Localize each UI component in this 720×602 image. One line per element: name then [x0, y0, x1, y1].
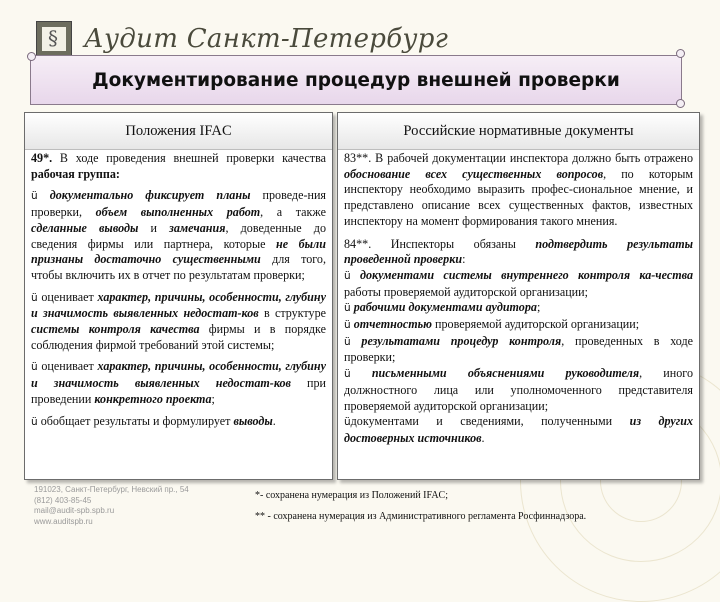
banner-pin-icon	[676, 99, 685, 108]
russian-regulations-panel	[337, 112, 700, 480]
russian-regulations-body	[344, 151, 693, 447]
ifac-item-evaluate-system: ü оценивает характер, причины, особенности, глубину и значимость выявленных недостат-ков в структуре системы контроля качества фирмы и в порядке соблюдения фирмой требований этой системы;	[31, 289, 326, 352]
checkmark-icon: ü	[31, 361, 38, 374]
checkmark-icon: ü	[344, 368, 351, 381]
footnote-rosfinnadzor: ** - сохранена нумерация из Административного регламента Росфиннадзора.	[255, 511, 587, 522]
page-title: Документирование процедур внешней проверки	[92, 69, 620, 91]
title-banner	[30, 55, 682, 105]
ifac-paragraph-49: 49*. В ходе проведения внешней проверки качества рабочая группа:	[31, 151, 326, 181]
logo-mark: §	[48, 26, 58, 50]
footnotes	[255, 490, 586, 532]
ifac-panel-heading: Положения IFAC	[25, 113, 332, 150]
checkmark-icon: ü	[344, 302, 351, 315]
regulation-paragraph-84: 84**. Инспекторы обязаны подтвердить результаты проведенной проверки: ü документами системы внутреннего контроля ка-чества работы проверяемой аудиторской организации; ü рабочими документами аудитора; ü отчетностью проверяемой аудиторской организации; ü результатами процедур контроля, проведенных в ходе проверки; ü письменными объяснениями руководителя, иного должностного лица или уполномоченного представителя проверяемой аудиторской организации; üдокументами и сведениями, полученными из других достоверных источников.	[344, 236, 693, 445]
checkmark-icon: ü	[31, 415, 38, 428]
checkmark-icon: ü	[344, 335, 351, 348]
company-logo-icon	[36, 21, 72, 57]
checkmark-icon: ü	[31, 190, 38, 203]
footnote-ifac: *- сохранена нумерация из Положений IFAC;	[255, 490, 448, 501]
checkmark-icon: ü	[344, 416, 351, 429]
banner-pin-icon	[676, 49, 685, 58]
address-website-link[interactable]: www.auditspb.ru	[34, 516, 93, 526]
address-email-link[interactable]: mail@audit-spb.spb.ru	[34, 506, 115, 515]
address-street: 191023, Санкт-Петербург, Невский пр., 54	[34, 485, 189, 494]
checkmark-icon: ü	[31, 291, 38, 304]
banner-pin-icon	[27, 52, 36, 61]
ifac-panel	[24, 112, 333, 480]
company-address	[34, 485, 189, 527]
checkmark-icon: ü	[344, 269, 351, 282]
ifac-panel-body	[31, 151, 326, 436]
ifac-item-document: ü документально фиксирует планы проведе-ния проверки, объем выполненных работ, а также сделанные выводы и замечания, доведенные до сведения фирмы или партнера, которые не были признаны достаточно существенными для того, чтобы включить их в отчет по результатам проверки;	[31, 188, 326, 282]
checkmark-icon: ü	[344, 319, 351, 332]
ifac-item-evaluate-project: ü оценивает характер, причины, особенности, глубину и значимость выявленных недостат-ков при проведении конкретного проекта;	[31, 359, 326, 406]
ifac-item-summarize: ü обобщает результаты и формулирует выводы.	[31, 413, 276, 428]
brand-name: Аудит Санкт-Петербург	[84, 24, 449, 54]
russian-regulations-heading: Российские нормативные документы	[338, 113, 699, 150]
regulation-paragraph-83: 83**. В рабочей документации инспектора должно быть отражено обоснование всех существенных вопросов, по которым инспектору необходимо выразить профес-сиональное мнение, и представлено описание всех существенных фактов, известных инспектору на момент формирования такого мнения.	[344, 151, 693, 228]
address-phone: (812) 403-85-45	[34, 495, 92, 505]
